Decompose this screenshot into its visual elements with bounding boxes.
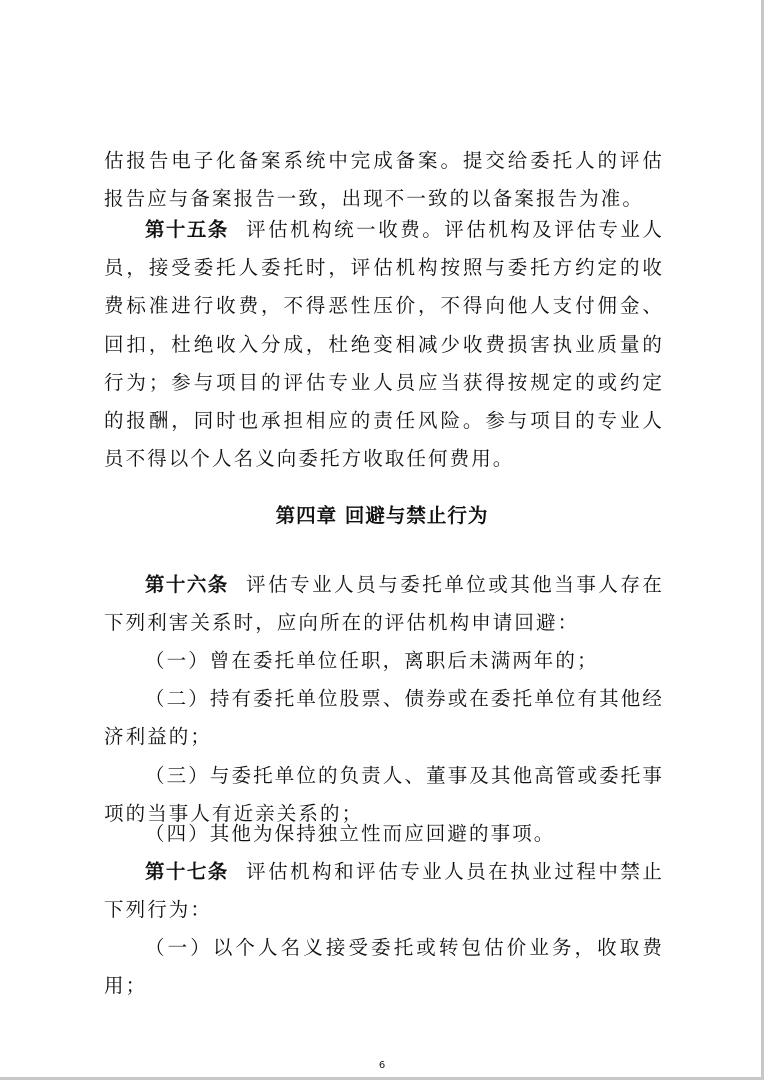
article-body: 评估专业人员与委托单位或其他当事人存在下列利害关系时，应向所在的评估机构申请回避：	[104, 573, 664, 635]
article-15	[104, 211, 664, 478]
article-body: 评估机构统一收费。评估机构及评估专业人员，接受委托人委托时，评估机构按照与委托方约定的收费标准进行收费，不得恶性压价，不得向他人支付佣金、回扣，杜绝收入分成，杜绝变相减少收费损害执业质量的行为；参与项目的评估专业人员应当获得按规定的或约定的报酬，同时也承担相应的责任风险。参与项目的专业人员不得以个人名义向委托方收取任何费用。	[104, 218, 664, 471]
list-item: （二）持有委托单位股票、债券或在委托单位有其他经济利益的；	[104, 687, 664, 749]
paragraph-text: 估报告电子化备案系统中完成备案。提交给委托人的评估报告应与备案报告一致，出现不一致的以备案报告为准。	[104, 149, 664, 211]
article-body: 评估机构和评估专业人员在执业过程中禁止下列行为：	[104, 860, 664, 922]
list-item: （一）曾在委托单位任职，离职后未满两年的；	[145, 649, 599, 672]
paragraph-continuation	[104, 142, 664, 218]
list-item: （一）以个人名义接受委托或转包估价业务，收取费用；	[104, 936, 664, 998]
chapter-title: 第四章 回避与禁止行为	[275, 504, 489, 527]
page-number: 6	[378, 1060, 386, 1071]
list-item: （三）与委托单位的负责人、董事及其他高管或委托事项的当事人有近亲关系的；	[104, 764, 664, 826]
article-16	[104, 566, 664, 642]
article-heading: 第十五条	[145, 218, 229, 241]
list-item: （四）其他为保持独立性而应回避的事项。	[145, 822, 556, 845]
article-17	[104, 853, 664, 929]
article-heading: 第十七条	[145, 860, 229, 883]
article-heading: 第十六条	[145, 573, 229, 596]
